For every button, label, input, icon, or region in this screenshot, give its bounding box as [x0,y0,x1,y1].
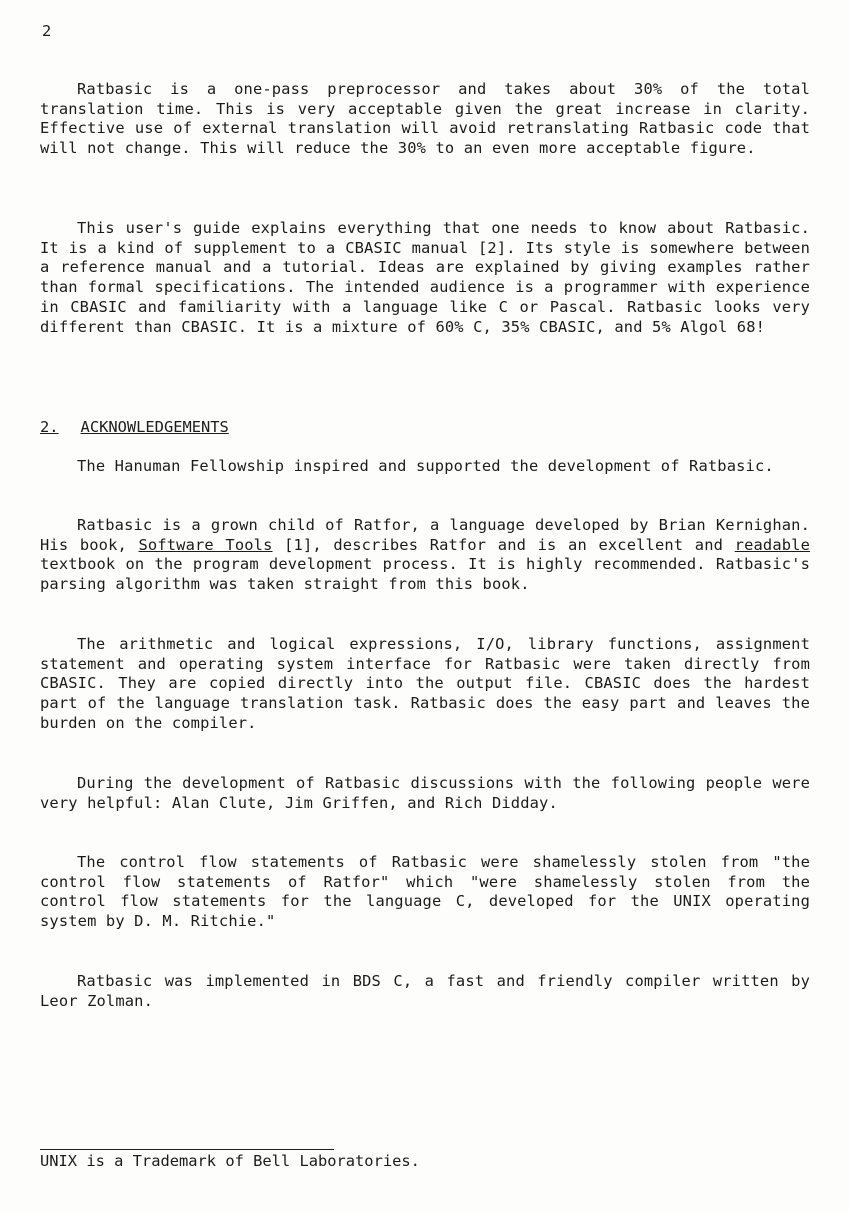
ack-paragraph-6: Ratbasic was implemented in BDS C, a fast and friendly compiler written by Leor Zolman. [40,972,810,1010]
ack-paragraph-2-text-a: Ratbasic is a grown child of Ratfor, a language developed by Brian Kernighan. His book, [40,516,810,554]
section-title: ACKNOWLEDGEMENTS [80,418,229,436]
ack-paragraph-3: The arithmetic and logical expressions, I/O, library functions, assignment statement and operating system interface for Ratbasic were taken directly from CBASIC. They are copied directly into the output file. CBASIC does the hardest part of the language translation task. Ratbasic does the easy part and leaves the burden on the compiler. [40,635,810,732]
section-heading [40,418,229,436]
intro-paragraph-1: Ratbasic is a one-pass preprocessor and takes about 30% of the total translation time. This is very acceptable given the great increase in clarity. Effective use of external translation will avoid retranslating Ratbasic code that will not change. This will reduce the 30% to an even more acceptable figure. [40,80,810,158]
intro-paragraph-2: This user's guide explains everything that one needs to know about Ratbasic. It is a kind of supplement to a CBASIC manual [2]. Its style is somewhere between a reference manual and a tutorial. Ideas are explained by giving examples rather than formal specifications. The intended audience is a programmer with experience in CBASIC and familiarity with a language like C or Pascal. Ratbasic looks very different than CBASIC. It is a mixture of 60% C, 35% CBASIC, and 5% Algol 68! [40,219,810,336]
ack-paragraph-2 [40,516,810,595]
ack-paragraph-4: During the development of Ratbasic discussions with the following people were very helpful: Alan Clute, Jim Griffen, and Rich Didday. [40,774,810,812]
ack-paragraph-2-text-c: textbook on the program development process. It is highly recommended. Ratbasic's parsing algorithm was taken straight from this book. [40,555,810,594]
section-number: 2. [40,418,59,436]
ack-paragraph-5: The control flow statements of Ratbasic were shamelessly stolen from "the control flow statements of Ratfor" which "were shamelessly stolen from the control flow statements for the language C, developed for the UNIX operating system by D. M. Ritchie." [40,853,810,931]
underlined-word-readable: readable [734,535,810,554]
footnote-rule [40,1149,334,1150]
ack-paragraph-1: The Hanuman Fellowship inspired and supported the development of Ratbasic. [77,457,774,475]
page-number: 2 [42,22,52,40]
ack-paragraph-2-text-b: [1], describes Ratfor and is an excellent and [284,535,724,554]
book-title-software-tools: Software Tools [138,535,273,554]
footnote: UNIX is a Trademark of Bell Laboratories. [40,1152,420,1170]
